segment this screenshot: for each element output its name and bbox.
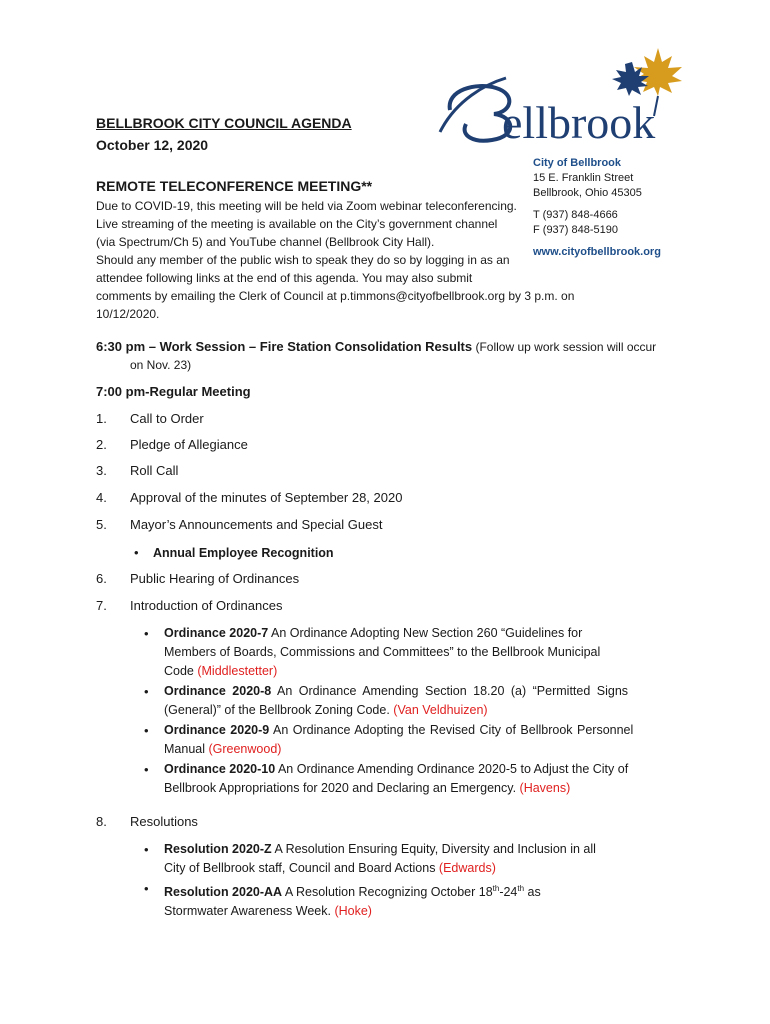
resolution-2020-z: [164, 840, 684, 878]
item-number: 8.: [96, 814, 107, 829]
item-label: Call to Order: [130, 411, 204, 426]
intro-line: Should any member of the public wish to speak they do so by logging in as an: [96, 253, 510, 267]
ordinance-text: An Ordinance Adopting New Section 260 “Guidelines for: [268, 626, 583, 640]
ordinance-id: Ordinance 2020-10: [164, 762, 276, 776]
work-session-note: (Follow up work session will occur: [472, 340, 657, 354]
resolution-text: -24: [499, 885, 518, 900]
resolution-sponsor: (Edwards): [438, 861, 496, 875]
ordinance-2020-8: [164, 682, 684, 720]
work-session-title: 6:30 pm – Work Session – Fire Station Consolidation Results: [96, 339, 473, 354]
contact-org: City of Bellbrook: [533, 157, 622, 169]
ordinance-sponsor: (Havens): [519, 781, 571, 795]
item-number: 4.: [96, 490, 107, 505]
intro-line: 10/12/2020.: [96, 307, 160, 321]
intro-line: comments by emailing the Clerk of Council at p.timmons@cityofbellbrook.org by 3 p.m. on: [96, 289, 575, 303]
resolution-text: as: [524, 885, 541, 900]
bullet-icon: •: [144, 723, 149, 738]
bullet-icon: •: [144, 881, 149, 896]
contact-fax: F (937) 848-5190: [533, 224, 618, 236]
ordinance-2020-7: [164, 624, 684, 681]
contact-city: Bellbrook, Ohio 45305: [533, 187, 642, 199]
contact-street: 15 E. Franklin Street: [533, 172, 634, 184]
item-label: Pledge of Allegiance: [130, 437, 248, 452]
ordinance-id: Ordinance 2020-8: [164, 684, 272, 698]
logo-wordmark: ellbrook: [502, 97, 656, 148]
ordinance-id: Ordinance 2020-9: [164, 723, 270, 737]
regular-meeting-title: 7:00 pm-Regular Meeting: [96, 384, 251, 399]
bullet-icon: •: [144, 626, 149, 641]
item-number: 1.: [96, 411, 107, 426]
ordinance-text: Code: [164, 664, 198, 678]
item-number: 7.: [96, 598, 107, 613]
ordinance-sponsor: (Middlestetter): [197, 664, 278, 678]
resolution-2020-aa: [164, 879, 684, 921]
resolution-text: A Resolution Ensuring Equity, Diversity and Inclusion in all: [271, 842, 596, 856]
resolution-id: Resolution 2020-AA: [164, 885, 283, 900]
ordinance-text: An Ordinance Adopting the Revised City of Bellbrook Personnel: [269, 723, 634, 737]
item-label: Mayor’s Announcements and Special Guest: [130, 517, 383, 532]
ordinance-2020-9: [164, 721, 684, 759]
resolution-text: Stormwater Awareness Week.: [164, 904, 335, 919]
item-label: Introduction of Ordinances: [130, 598, 283, 613]
item-label: Roll Call: [130, 463, 179, 478]
work-session: [96, 339, 656, 354]
item-number: 6.: [96, 571, 107, 586]
website-link[interactable]: www.cityofbellbrook.org: [533, 246, 661, 258]
ordinance-2020-10: [164, 760, 684, 798]
item-number: 2.: [96, 437, 107, 452]
bullet-icon: •: [144, 842, 149, 857]
ordinance-text: Members of Boards, Commissions and Committees” to the Bellbrook Municipal: [164, 645, 601, 659]
bullet-icon: •: [134, 545, 139, 560]
ordinance-sponsor: (Van Veldhuizen): [393, 703, 488, 717]
resolution-id: Resolution 2020-Z: [164, 842, 272, 856]
item-label: Resolutions: [130, 814, 198, 829]
superscript: th: [517, 884, 525, 893]
bullet-icon: •: [144, 684, 149, 699]
intro-line: (via Spectrum/Ch 5) and YouTube channel (Bellbrook City Hall).: [96, 235, 435, 249]
ordinance-text: An Ordinance Amending Ordinance 2020-5 to Adjust the City of: [275, 762, 629, 776]
item-label: Approval of the minutes of September 28, 2020: [130, 490, 403, 505]
item-label: Public Hearing of Ordinances: [130, 571, 300, 586]
item-number: 3.: [96, 463, 107, 478]
resolution-text: A Resolution Recognizing October 18: [282, 885, 493, 900]
document-title: BELLBROOK CITY COUNCIL AGENDA: [96, 115, 352, 131]
resolution-text: City of Bellbrook staff, Council and Board Actions: [164, 861, 439, 875]
ordinance-text: An Ordinance Amending Section 18.20 (a) “Permitted Signs: [271, 684, 629, 698]
meeting-date: October 12, 2020: [96, 137, 209, 153]
bullet-icon: •: [144, 762, 149, 777]
intro-line: Live streaming of the meeting is available on the City’s government channel: [96, 217, 498, 231]
intro-paragraph: [96, 197, 574, 323]
ordinance-sponsor: (Greenwood): [208, 742, 282, 756]
remote-meeting-heading: REMOTE TELECONFERENCE MEETING**: [96, 178, 373, 194]
contact-phone: T (937) 848-4666: [533, 209, 618, 221]
resolution-sponsor: (Hoke): [334, 904, 372, 919]
intro-line: Due to COVID-19, this meeting will be held via Zoom webinar teleconferencing.: [96, 199, 517, 213]
intro-line: attendee following links at the end of this agenda. You may also submit: [96, 271, 473, 285]
title-block: [96, 112, 352, 156]
item-number: 5.: [96, 517, 107, 532]
superscript: th: [492, 884, 500, 893]
mayor-subitem: Annual Employee Recognition: [153, 546, 334, 560]
ordinance-text: (General)” of the Bellbrook Zoning Code.: [164, 703, 394, 717]
work-session-note-cont: on Nov. 23): [130, 358, 192, 372]
ordinance-text: Manual: [164, 742, 209, 756]
ordinance-text: Bellbrook Appropriations for 2020 and Declaring an Emergency.: [164, 781, 520, 795]
ordinance-id: Ordinance 2020-7: [164, 626, 269, 640]
bellbrook-logo: [436, 40, 732, 150]
